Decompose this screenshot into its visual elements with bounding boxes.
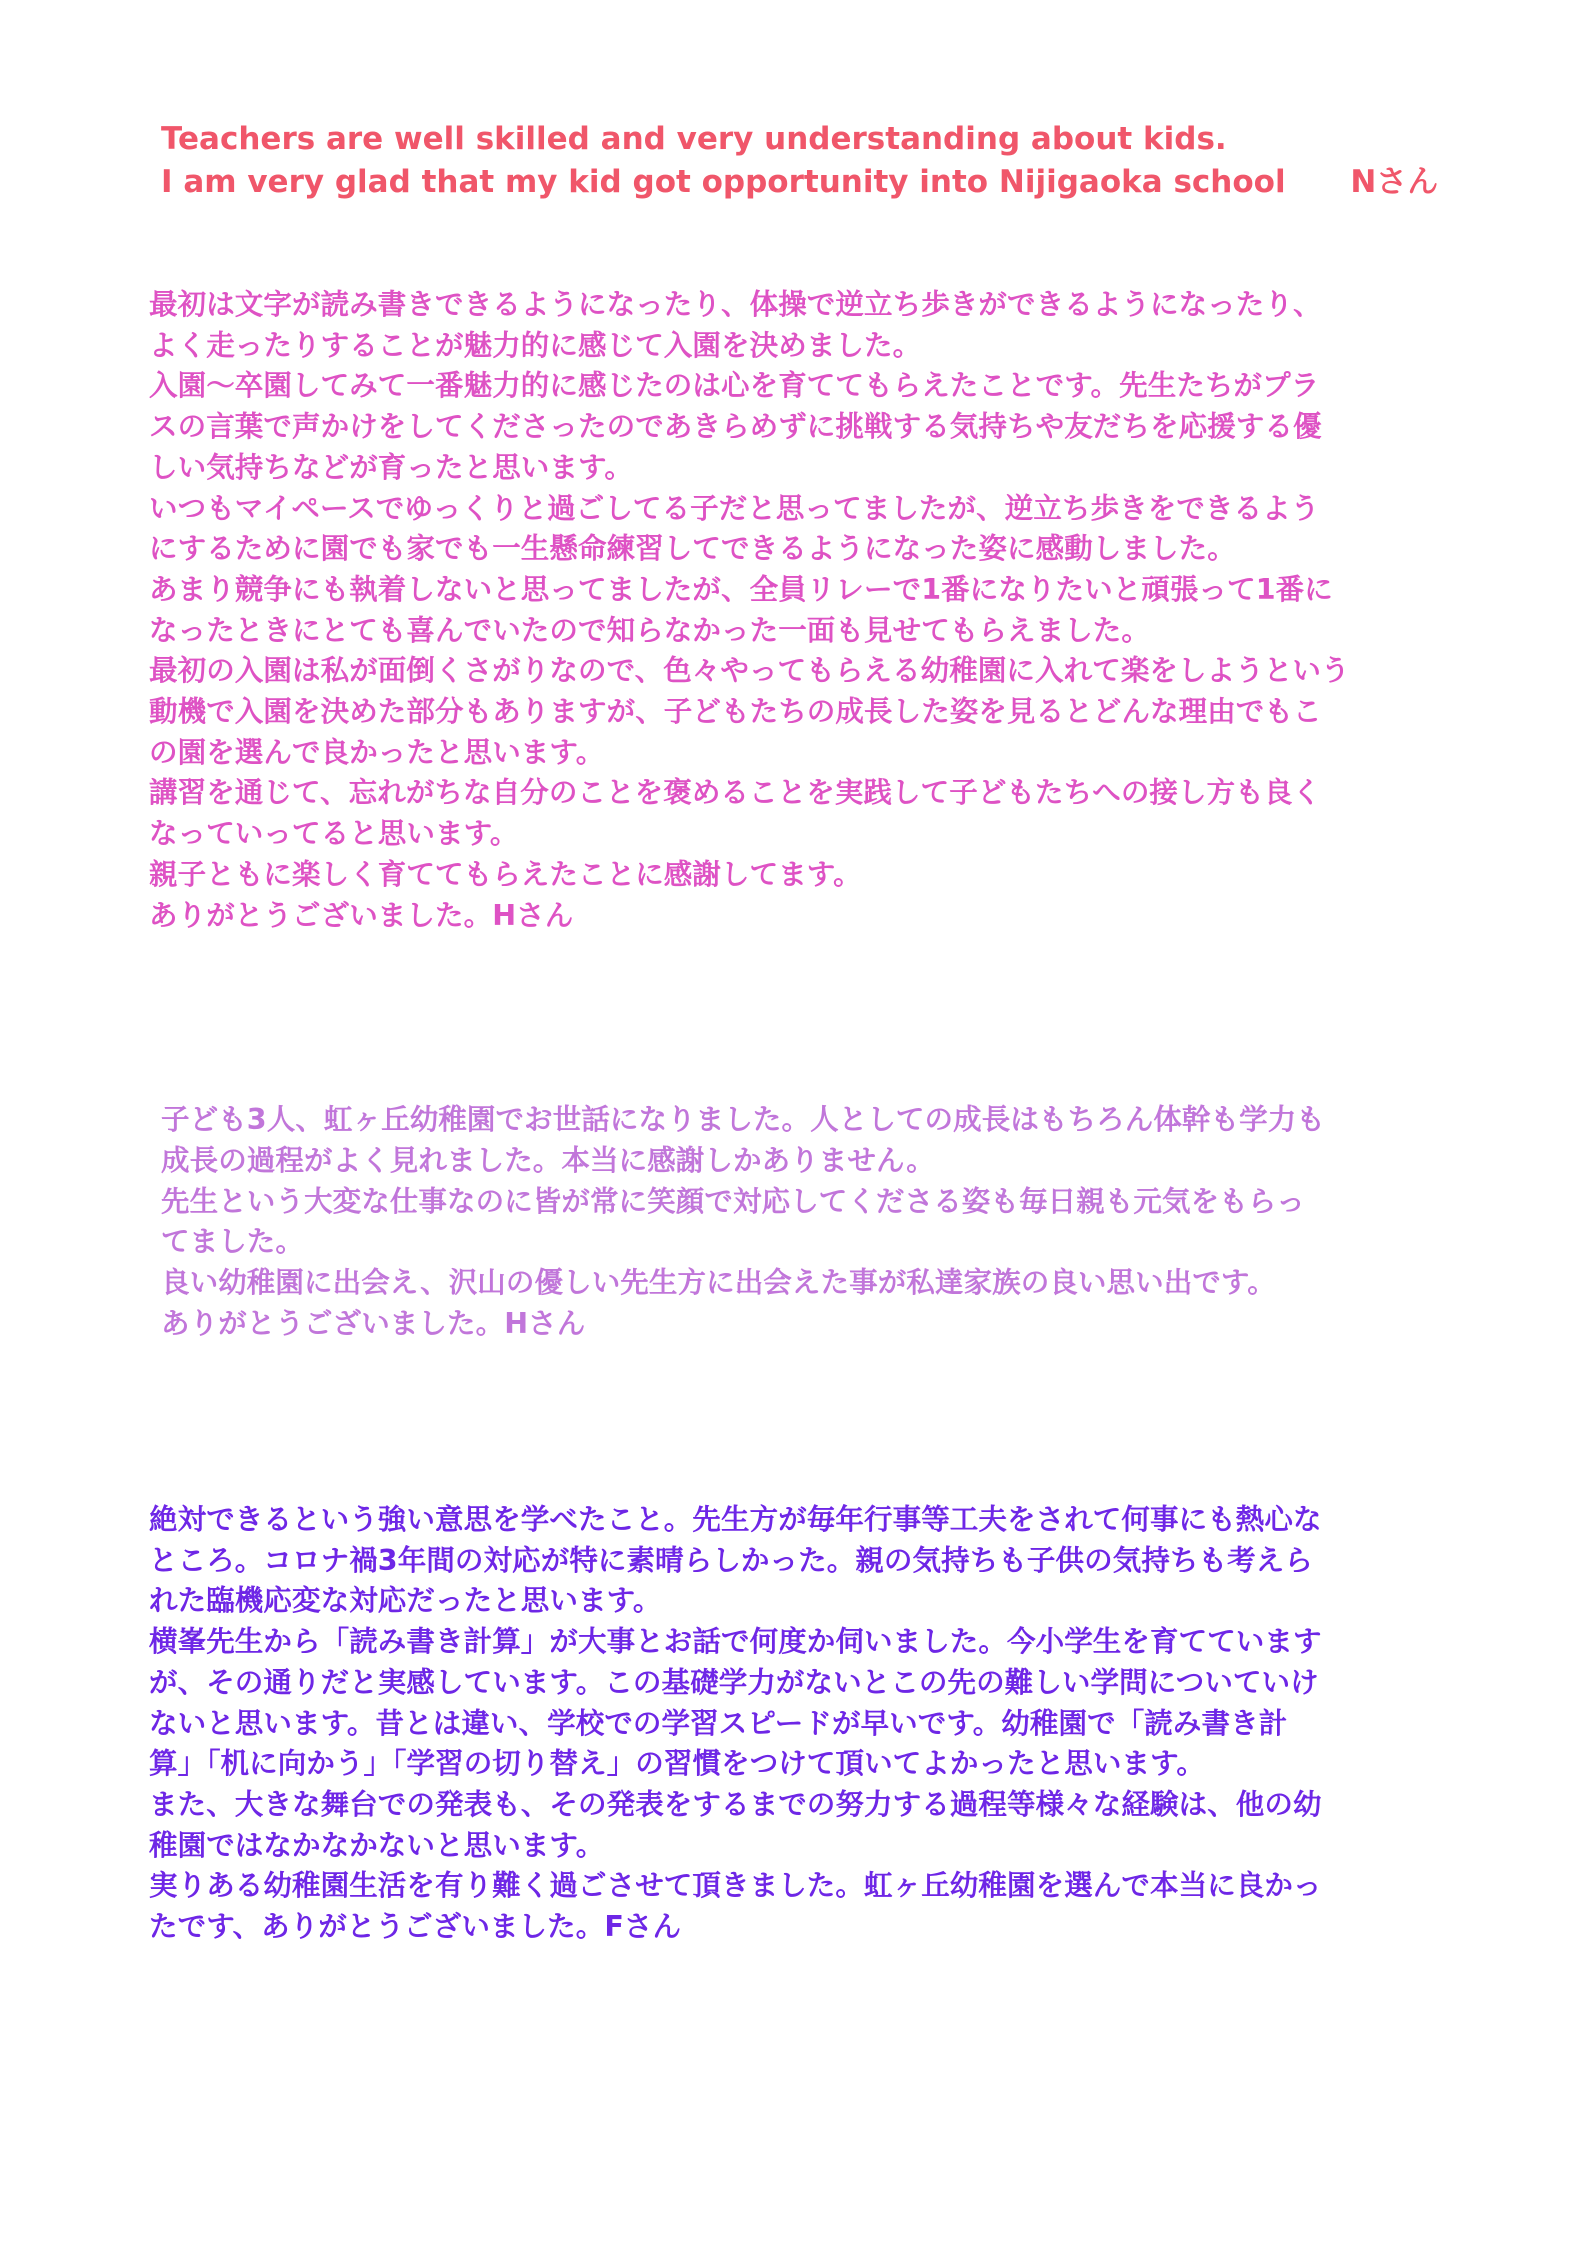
comment-line: ありがとうございました。Hさん xyxy=(149,898,574,932)
comment-line: 最初は文字が読み書きできるようになったり、体操で逆立ち歩きができるようになったり、 xyxy=(149,288,1322,321)
comment-line: 親子ともに楽しく育ててもらえたことに感謝してます。 xyxy=(149,857,862,891)
comment-line: あまり競争にも執着しないと思ってましたが、全員リレーで1番になりたいと頑張って1番に xyxy=(149,572,1333,606)
comment-line: いつもマイペースでゆっくりと過ごしてる子だと思ってましたが、逆立ち歩きをできるよう xyxy=(149,491,1320,525)
comment-line: ないと思います。昔とは違い、学校での学習スピードが早いです。幼稚園で「読み書き計 xyxy=(149,1706,1288,1740)
comment-line: にするために園でも家でも一生懸命練習してできるようになった姿に感動しました。 xyxy=(149,532,1236,566)
comment-line: 絶対できるという強い意思を学べたこと。先生方が毎年行事等工夫をされて何事にも熱心な xyxy=(149,1503,1322,1536)
comment-line: ありがとうございました。Hさん xyxy=(161,1306,586,1340)
comment-line: 実りある幼稚園生活を有り難く過ごさせて頂きました。虹ヶ丘幼稚園を選んで本当に良かっ xyxy=(149,1869,1322,1903)
comment-line: 成長の過程がよく見れました。本当に感謝しかありません。 xyxy=(161,1143,935,1177)
comment-line: の園を選んで良かったと思います。 xyxy=(149,735,605,769)
comment-line: れた臨機応変な対応だったと思います。 xyxy=(149,1584,662,1618)
comment-line: なっていってると思います。 xyxy=(149,817,519,851)
comment-line: 先生という大変な仕事なのに皆が常に笑顔で対応してくださる姿も毎日親も元気をもらっ xyxy=(161,1184,1306,1218)
comment-h1 xyxy=(149,285,1449,936)
comment-line: 算」「机に向かう」「学習の切り替え」の習慣をつけて頂いてよかったと思います。 xyxy=(149,1747,1206,1781)
comment-line: 入園〜卒園してみて一番魅力的に感じたのは心を育ててもらえたことです。先生たちがプラ xyxy=(149,369,1320,403)
comment-line: 稚園ではなかなかないと思います。 xyxy=(149,1828,605,1862)
comment-line: 動機で入園を決めた部分もありますが、子どもたちの成長した姿を見るとどんな理由でもこ xyxy=(149,695,1322,729)
comment-english xyxy=(161,118,1461,204)
comment-f xyxy=(149,1500,1449,1948)
comment-line: よく走ったりすることが魅力的に感じて入園を決めました。 xyxy=(149,328,922,362)
comment-line: 良い幼稚園に出会え、沢山の優しい先生方に出会えた事が私達家族の良い思い出です。 xyxy=(161,1266,1276,1300)
comment-line: たです、ありがとうございました。Fさん xyxy=(149,1910,682,1944)
comment-line: 横峯先生から「読み書き計算」が大事とお話で何度か伺いました。今小学生を育てています xyxy=(149,1625,1322,1659)
comment-line: が、その通りだと実感しています。この基礎学力がないとこの先の難しい学問についていけ xyxy=(149,1665,1319,1699)
comment-line: 子ども3人、虹ヶ丘幼稚園でお世話になりました。人としての成長はもちろん体幹も学力も xyxy=(161,1103,1325,1136)
comment-line: ところ。コロナ禍3年間の対応が特に素晴らしかった。親の気持ちも子供の気持ちも考えら xyxy=(149,1543,1313,1577)
comment-line: また、大きな舞台での発表も、その発表をするまでの努力する過程等様々な経験は、他の幼 xyxy=(149,1787,1322,1821)
comment-line: 最初の入園は私が面倒くさがりなので、色々やってもらえる幼稚園に入れて楽をしようという xyxy=(149,654,1350,688)
comment-line: Teachers are well skilled and very understanding about kids. xyxy=(161,121,1227,157)
comment-line: てました。 xyxy=(161,1225,305,1259)
comment-h2 xyxy=(161,1100,1461,1345)
comment-line: 講習を通じて、忘れがちな自分のことを褒めることを実践して子どもたちへの接し方も良く xyxy=(149,776,1322,810)
comment-line: なったときにとても喜んでいたので知らなかった一面も見せてもらえました。 xyxy=(149,613,1151,647)
comment-line: スの言葉で声かけをしてくださったのであきらめずに挑戦する気持ちや友だちを応援する優 xyxy=(149,410,1322,444)
comment-line: しい気持ちなどが育ったと思います。 xyxy=(149,450,633,484)
comment-line: I am very glad that my kid got opportunity into Nijigaoka school Nさん xyxy=(161,164,1439,200)
